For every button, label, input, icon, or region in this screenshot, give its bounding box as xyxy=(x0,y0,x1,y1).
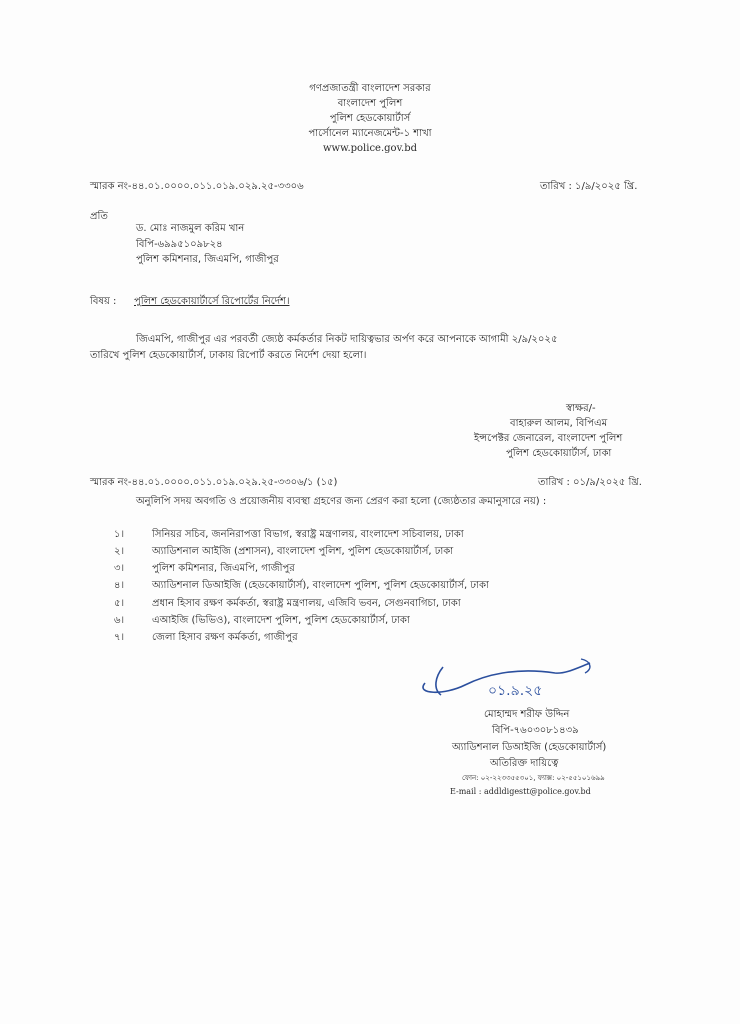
list-item-number: ২। xyxy=(114,546,125,557)
memo2-date: তারিখ : ০১/৯/২০২৫ খ্রি. xyxy=(538,477,642,488)
govt-heading: গণপ্রজাতন্ত্রী বাংলাদেশ সরকার xyxy=(309,83,431,94)
list-item-text: অ্যাডিশনাল ডিআইজি (হেডকোয়ার্টার্স), বাংলাদেশ পুলিশ, পুলিশ হেডকোয়ার্টার্স, ঢাকা xyxy=(152,580,489,591)
list-item-number: ১। xyxy=(114,529,125,540)
signatory2-email[interactable]: E-mail : addldigestt@police.gov.bd xyxy=(450,787,591,796)
list-item-text: এআইজি (ভিভিও), বাংলাদেশ পুলিশ, পুলিশ হেডকোয়ার্টার্স, ঢাকা xyxy=(152,615,410,626)
recipient-bp: বিপি-৬৯৯৫১০৯৮২৪ xyxy=(136,239,223,250)
list-item-text: জেলা হিসাব রক্ষণ কর্মকর্তা, গাজীপুর xyxy=(152,632,298,643)
office-heading: পুলিশ হেডকোয়ার্টার্স xyxy=(329,113,411,124)
signatory2-bp: বিপি-৭৬০৩০৮১৪৩৯ xyxy=(492,725,579,736)
signatory-office: পুলিশ হেডকোয়ার্টার্স, ঢাকা xyxy=(506,448,612,459)
list-item-number: ৫। xyxy=(114,598,125,609)
list-item-text: সিনিয়র সচিব, জননিরাপত্তা বিভাগ, স্বরাষ্ট্র মন্ত্রণালয়, বাংলাদেশ সচিবালয়, ঢাকা xyxy=(152,529,464,540)
list-item xyxy=(114,614,410,627)
list-item-number: ৪। xyxy=(114,580,125,591)
recipient-label: প্রতি xyxy=(90,211,108,222)
signed-mark: স্বাক্ষর/- xyxy=(566,403,596,414)
memo2-number: স্মারক নং-৪৪.০১.০০০০.০১১.০১৯.০২৯.২৫-৩৩০৬/১ (১৫) xyxy=(90,477,338,488)
recipient-designation: পুলিশ কমিশনার, জিএমপি, গাজীপুর xyxy=(136,254,279,265)
department-heading: বাংলাদেশ পুলিশ xyxy=(337,98,403,109)
signatory2-charge: অতিরিক্ত দায়িত্বে xyxy=(490,758,559,769)
list-item-text: অ্যাডিশনাল আইজি (প্রশাসন), বাংলাদেশ পুলিশ, পুলিশ হেডকোয়ার্টার্স, ঢাকা xyxy=(152,546,454,557)
handwritten-date: ০১.৯.২৫ xyxy=(488,683,543,699)
list-item xyxy=(114,597,461,610)
list-item-number: ৭। xyxy=(114,632,125,643)
signatory2-title: অ্যাডিশনাল ডিআইজি (হেডকোয়ার্টার্স) xyxy=(452,742,607,753)
subject-text: পুলিশ হেডকোয়ার্টার্সে রিপোর্টের নির্দেশ। xyxy=(134,296,290,307)
signatory2-name: মোহাম্মদ শরীফ উদ্দিন xyxy=(484,709,570,720)
list-item-number: ৩। xyxy=(114,563,125,574)
body-line-1: জিএমপি, গাজীপুর এর পরবর্তী জ্যেষ্ঠ কর্মকর্তার নিকট দায়িত্বভার অর্পণ করে আপনাকে আগামী ২/৯/২০২৫ xyxy=(136,334,558,345)
list-item xyxy=(114,545,453,558)
subject-label: বিষয় : xyxy=(90,296,117,307)
list-item-text: প্রধান হিসাব রক্ষণ কর্মকর্তা, স্বরাষ্ট্র মন্ত্রণালয়, এজিবি ভবন, সেগুনবাগিচা, ঢাকা xyxy=(152,598,461,609)
signatory-name: বাহারুল আলম, বিপিএম xyxy=(510,418,608,429)
list-item xyxy=(114,631,298,644)
signatory-title: ইন্সপেক্টর জেনারেল, বাংলাদেশ পুলিশ xyxy=(474,433,623,444)
recipient-name: ড. মোঃ নাজমুল করিম খান xyxy=(136,223,245,234)
website-link[interactable]: www.police.gov.bd xyxy=(322,143,418,154)
signatory2-phone: ফোন: ০২-২২৩৩৫৫৩০১, ফ্যাক্স: ০২-৫৫১০১৬৯৯ xyxy=(462,774,605,782)
list-item-text: পুলিশ কমিশনার, জিএমপি, গাজীপুর xyxy=(152,563,295,574)
body-line-2: তারিখে পুলিশ হেডকোয়ার্টার্স, ঢাকায় রিপোর্ট করতে নির্দেশ দেয়া হলো। xyxy=(90,350,367,361)
copy-intro: অনুলিপি সদয় অবগতি ও প্রয়োজনীয় ব্যবস্থা গ্রহণের জন্য প্রেরণ করা হলো (জ্যেষ্ঠতার ক্রমানুসারে নয়) : xyxy=(136,496,547,507)
section-heading: পার্সোনেল ম্যানেজমেন্ট-১ শাখা xyxy=(308,128,432,139)
list-item xyxy=(114,562,295,575)
memo-number: স্মারক নং-৪৪.০১.০০০০.০১১.০১৯.০২৯.২৫-৩৩০৬ xyxy=(90,181,304,192)
list-item xyxy=(114,528,464,541)
memo-date: তারিখ : ১/৯/২০২৫ খ্রি. xyxy=(540,181,638,192)
list-item xyxy=(114,579,489,592)
list-item-number: ৬। xyxy=(114,615,125,626)
